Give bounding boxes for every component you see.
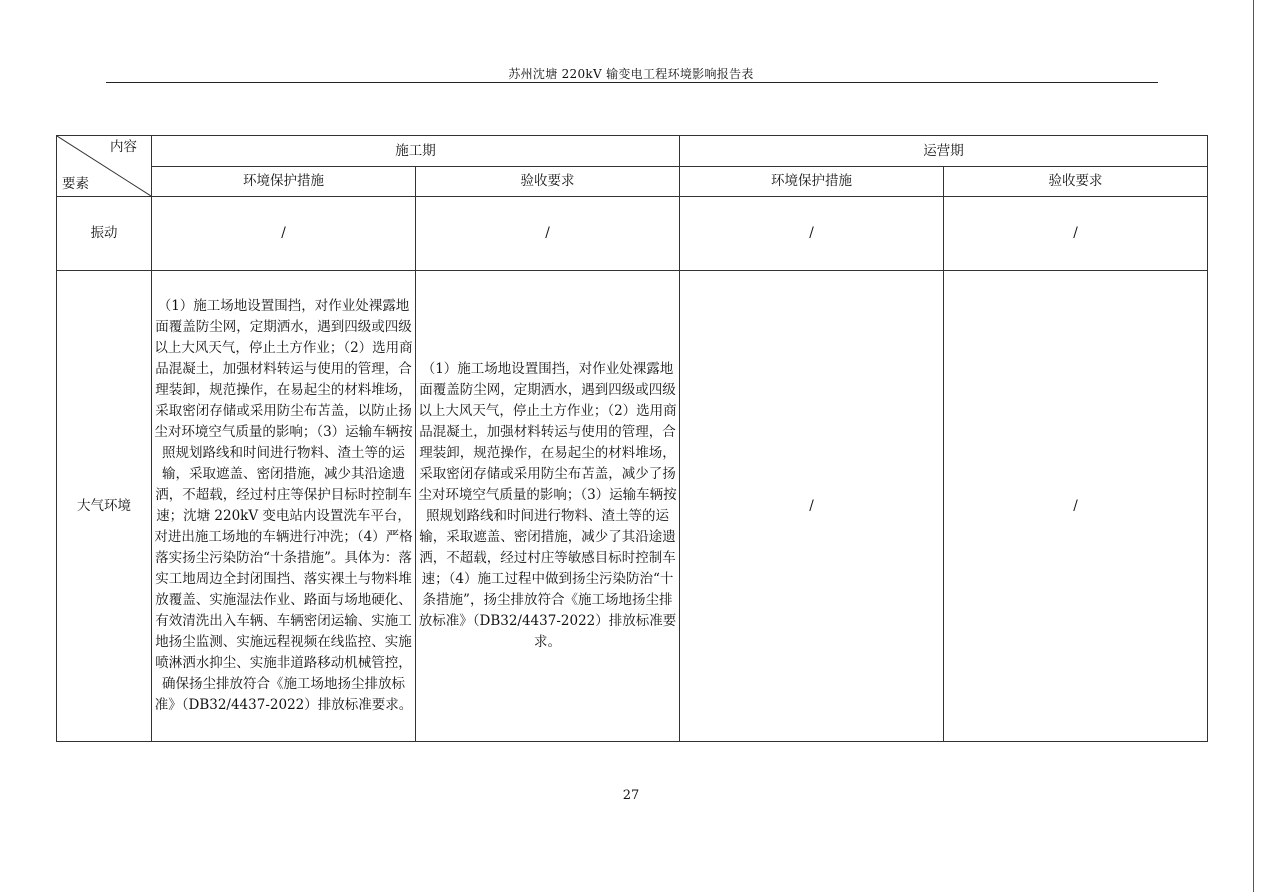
cell-construction-measures: / xyxy=(152,197,416,271)
cell-operation-measures: / xyxy=(680,197,944,271)
construction-acceptance-header: 验收要求 xyxy=(416,167,680,197)
table-row xyxy=(57,197,1208,271)
cell-operation-acceptance: / xyxy=(944,197,1208,271)
row-element-label: 振动 xyxy=(57,197,152,271)
corner-label-element: 要素 xyxy=(62,176,89,192)
environmental-measures-table xyxy=(56,135,1208,742)
construction-period-header: 施工期 xyxy=(152,136,680,167)
construction-measures-header: 环境保护措施 xyxy=(152,167,416,197)
corner-label-content: 内容 xyxy=(110,139,137,155)
cell-operation-measures: / xyxy=(680,271,944,742)
header-rule xyxy=(106,82,1158,83)
page-edge-line xyxy=(1253,0,1254,892)
table-header-row-1 xyxy=(57,136,1208,167)
document-header-title: 苏州沈塘 220kV 输变电工程环境影响报告表 xyxy=(508,67,754,81)
cell-construction-acceptance: / xyxy=(416,197,680,271)
table-header-row-2 xyxy=(57,167,1208,197)
operation-period-header: 运营期 xyxy=(680,136,1208,167)
cell-construction-measures: （1）施工场地设置围挡，对作业处裸露地面覆盖防尘网，定期洒水，遇到四级或四级以上大风天气，停止土方作业；（2）选用商品混凝土，加强材料转运与使用的管理，合理装卸，规范操作，在易起尘的材料堆场，采取密闭存储或采用防尘布苫盖，以防止扬尘对环境空气质量的影响；（3）运输车辆按照规划路线和时间进行物料、渣土等的运输，采取遮盖、密闭措施，减少其沿途遗洒，不超载，经过村庄等保护目标时控制车速；沈塘 220kV 变电站内设置洗车平台，对进出施工场地的车辆进行冲洗；（4）严格落实扬尘污染防治“十条措施”。具体为：落实工地周边全封闭围挡、落实裸土与物料堆放覆盖、实施湿法作业、路面与场地硬化、有效清洗出入车辆、车辆密闭运输、实施工地扬尘监测、实施远程视频在线监控、实施喷淋洒水抑尘、实施非道路移动机械管控，确保扬尘排放符合《施工场地扬尘排放标准》（DB32/4437-2022）排放标准要求。 xyxy=(152,271,416,742)
table-row xyxy=(57,271,1208,742)
page-number: 27 xyxy=(622,788,640,803)
operation-measures-header: 环境保护措施 xyxy=(680,167,944,197)
cell-construction-acceptance: （1）施工场地设置围挡，对作业处裸露地面覆盖防尘网，定期洒水，遇到四级或四级以上大风天气，停止土方作业；（2）选用商品混凝土，加强材料转运与使用的管理，合理装卸，规范操作，在易起尘的材料堆场，采取密闭存储或采用防尘布苫盖，减少了扬尘对环境空气质量的影响；（3）运输车辆按照规划路线和时间进行物料、渣土等的运输，采取遮盖、密闭措施，减少了其沿途遗洒，不超载，经过村庄等敏感目标时控制车速；（4）施工过程中做到扬尘污染防治“十条措施”，扬尘排放符合《施工场地扬尘排放标准》（DB32/4437-2022）排放标准要求。 xyxy=(416,271,680,742)
row-element-label: 大气环境 xyxy=(57,271,152,742)
operation-acceptance-header: 验收要求 xyxy=(944,167,1208,197)
diagonal-corner-cell xyxy=(57,136,152,197)
cell-operation-acceptance: / xyxy=(944,271,1208,742)
